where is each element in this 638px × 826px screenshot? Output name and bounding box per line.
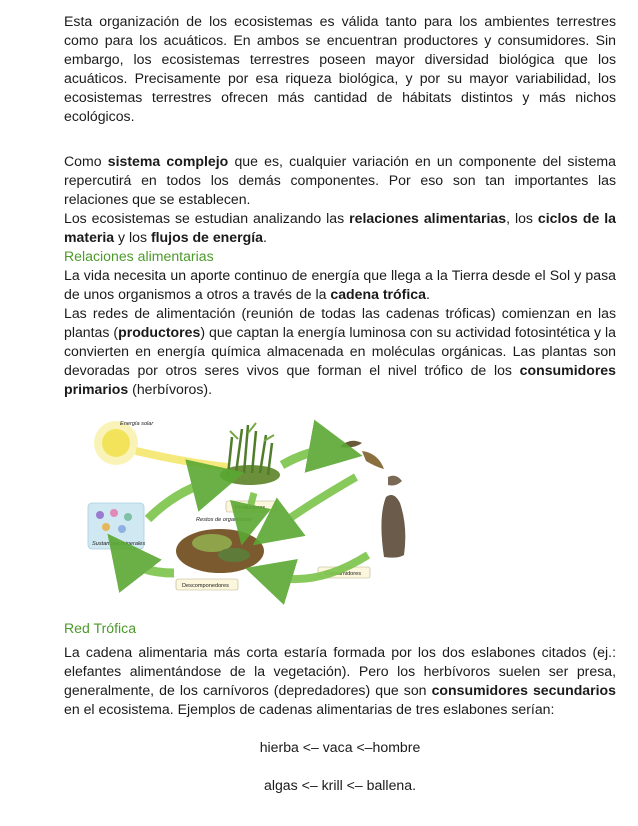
- food-chain-example-1: hierba <– vaca <–hombre: [259, 739, 421, 755]
- section-heading-red-trofica: Red Trófica: [64, 620, 137, 636]
- text-run: Los ecosistemas se estudian analizando las: [64, 210, 350, 226]
- text-run: y los: [114, 229, 151, 245]
- text-run: .: [425, 286, 430, 302]
- bold-term: ciclos de la materia: [64, 210, 616, 245]
- arrow-consumers-to-remains: [272, 477, 356, 531]
- section-heading-relaciones: Relaciones alimentarias: [64, 248, 214, 264]
- label-producers: Productores: [235, 505, 266, 511]
- paragraph-energy: [64, 266, 616, 304]
- arrow-minerals-to-producers: [148, 479, 218, 519]
- text-run: .: [262, 229, 267, 245]
- text-run: en el ecosistema. Ejemplos de cadenas alimentarias de tres eslabones serían:: [64, 701, 555, 717]
- bold-term: consumidores primarios: [64, 362, 616, 397]
- food-chain-example-2: algas <– krill <– ballena.: [264, 777, 416, 793]
- paragraph-text: [64, 152, 616, 209]
- remains-icon: [176, 529, 264, 573]
- paragraph-study: [64, 209, 616, 247]
- paragraph-text: [64, 209, 616, 247]
- bold-term: consumidores secundarios: [431, 682, 616, 698]
- sunlight-arrow: [136, 451, 228, 467]
- bold-term: sistema complejo: [107, 153, 229, 169]
- paragraph-text: Esta organización de los ecosistemas es válida tanto para los ambientes terrestres como para los acuáticos. En ambos se encuentran productores y consumidores. Sin embargo, los ecosistemas terrestres poseen mayor diversidad biológica que los acuáticos. Precisamente por esa riqueza biológica, y por su mayor variabilidad, los ecosistemas terrestres ofrecen más cantidad de hábitats distintos y más nichos ecológicos.: [64, 13, 616, 124]
- paragraph-complex-system: [64, 152, 616, 209]
- paragraph-food-webs: [64, 304, 616, 399]
- text-run: La cadena alimentaria más corta estaría formada por los dos eslabones citados (ej.: elefantes alimentándose de la vegetación). Pero los herbívoros suelen ser presa, generalmente, de los carnívoros (depredadores) que son: [64, 644, 616, 698]
- label-minerals: Sustancias minerales: [92, 541, 146, 547]
- bold-term: productores: [118, 324, 201, 340]
- sun-icon: [94, 421, 138, 465]
- paragraph-text: [64, 643, 616, 719]
- text-run: ) que captan la energía luminosa con su actividad fotosintética y la convierten en energía química almacenada en moléculas orgánicas. Las plantas son devoradas por otros seres vivos que forman el nivel trófico de los: [64, 324, 617, 378]
- label-remains: Restos de organismos: [196, 517, 252, 523]
- text-run: Como: [64, 153, 108, 169]
- paragraph-food-chain: [64, 643, 616, 719]
- bold-term: cadena trófica: [330, 286, 426, 302]
- text-run: La vida necesita un aporte continuo de energía que llega a la Tierra desde el Sol y pasa de unos organismos a otros a través de la: [64, 267, 616, 302]
- text-run: Las redes de alimentación (reunión de todas las cadenas tróficas) comienzan en las plantas (: [64, 305, 616, 340]
- paragraph-text: [64, 266, 616, 304]
- bold-term: flujos de energía: [150, 229, 263, 245]
- label-sun: Energía solar: [120, 421, 154, 427]
- arrow-producers-to-remains: [246, 493, 254, 525]
- paragraph-ecosystems-intro: [64, 12, 616, 126]
- paragraph-text: [64, 304, 616, 399]
- label-decomposers: Descomponedores: [182, 583, 229, 589]
- arrow-producers-to-consumers: [282, 450, 336, 465]
- bold-term: relaciones alimentarias: [349, 210, 507, 226]
- label-consumers: Consumidores: [325, 571, 362, 577]
- text-run: , los: [506, 210, 538, 226]
- trophic-cycle-svg: [78, 407, 416, 607]
- text-run: que es, cualquier variación en un componente del sistema repercutirá en todos los demás componentes. Por eso son tan importantes las relaciones que se establecen.: [64, 153, 616, 207]
- animals-icon: [340, 441, 405, 558]
- text-run: (herbívoros).: [128, 381, 213, 397]
- plants-icon: [220, 423, 280, 485]
- arrow-decomposers-to-minerals: [124, 555, 174, 573]
- trophic-cycle-illustration: [78, 407, 416, 607]
